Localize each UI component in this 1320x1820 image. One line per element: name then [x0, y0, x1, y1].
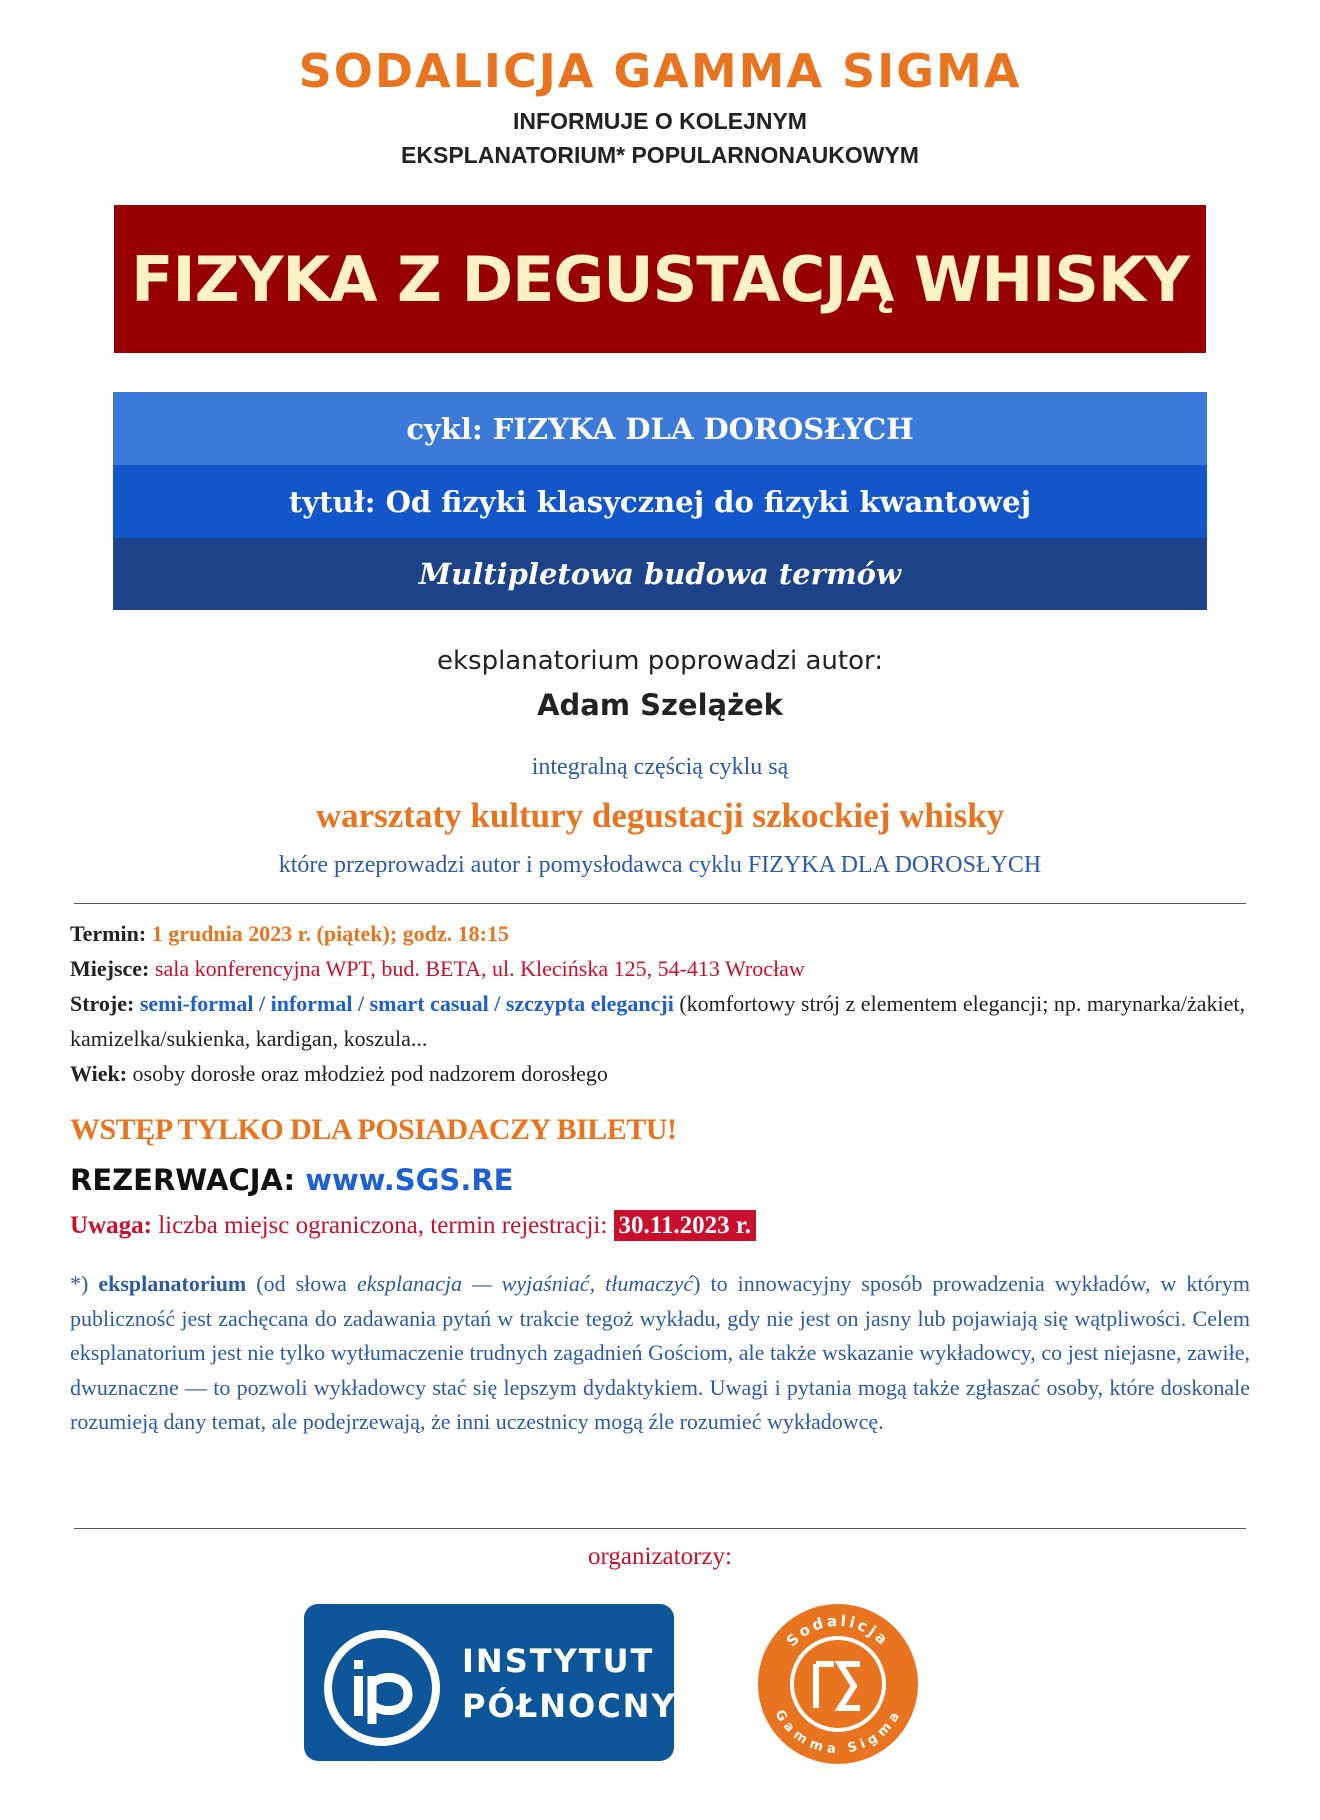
header-subtitle-line1: INFORMUJE O KOLEJNYM [513, 108, 807, 134]
reservation-line [70, 1163, 513, 1197]
age-label: Wiek: [70, 1061, 128, 1086]
date-value: 1 grudnia 2023 r. (piątek); godz. 18:15 [151, 921, 509, 946]
ip-name-line2: PÓŁNOCNY [462, 1687, 677, 1725]
divider-top [74, 903, 1246, 904]
footnote-paren-open: (od słowa [256, 1271, 347, 1296]
registration-deadline: 30.11.2023 r. [614, 1210, 756, 1241]
age-value: osoby dorosłe oraz młodzież pod nadzorem dorosłego [132, 1061, 608, 1086]
date-label: Termin: [70, 921, 147, 946]
lecture-subtitle-band: Multipletowa budowa termów [113, 538, 1207, 610]
warning-label: Uwaga: [70, 1212, 152, 1239]
age-row [70, 1056, 1260, 1091]
dress-row [70, 986, 1260, 1056]
footnote-paren-close: ) [693, 1271, 701, 1296]
reservation-label: REZERWACJA: [70, 1163, 296, 1197]
warning-text: liczba miejsc ograniczona, termin rejestracji: [158, 1212, 608, 1239]
place-label: Miejsce: [70, 956, 150, 981]
date-row [70, 916, 1260, 951]
footnote-marker: *) [70, 1271, 89, 1296]
dress-label: Stroje: [70, 991, 135, 1016]
ip-name-line1: INSTYTUT [462, 1642, 655, 1680]
workshops-intro: integralną częścią cyklu są [531, 754, 789, 780]
footnote [70, 1267, 1250, 1440]
dress-note: (komfortowy strój z elementem elegancji; np. marynarka/żakiet, kamizelka/sukienka, kardigan, koszula... [70, 991, 1246, 1051]
footnote-text: to innowacyjny sposób prowadzenia wykładów, w którym publiczność jest zachęcana do zadawania pytań w trakcie tegoż wykładu, gdy nie jest on jasny lub pojawiają się wątpliwości. Celem eksplanatorium jest nie tylko wytłumaczenie trudnych zagadnień Gościom, ale także wskazanie wykładowcy, co jest niejasne, zawiłe, dwuznaczne — to pozwoli wykładowcy stać się lepszym dydaktykiem. Uwagi i pytania mogą także zgłaszać osoby, które doskonale rozumieją dany temat, ale podejrzewają, że inni uczestnicy mogą źle rozumieć wykładowcę. [70, 1271, 1250, 1434]
ip-circle-icon [324, 1630, 440, 1746]
header-title: SODALICJA GAMMA SIGMA [298, 44, 1022, 98]
footnote-term: eksplanatorium [98, 1271, 247, 1296]
event-title: FIZYKA Z DEGUSTACJĄ WHISKY [131, 242, 1189, 316]
event-title-banner [114, 205, 1206, 353]
entry-notice: WSTĘP TYLKO DLA POSIADACZY BILETU! [70, 1113, 677, 1146]
footnote-word: eksplanacja — wyjaśniać, tłumaczyć [356, 1271, 694, 1296]
instytut-polnocny-logo [304, 1604, 677, 1761]
event-details [70, 916, 1260, 1091]
workshops-note: które przeprowadzi autor i pomysłodawca cyklu FIZYKA DLA DOROSŁYCH [278, 852, 1042, 878]
topic-band: tytuł: Od fizyki klasycznej do fizyki kwantowej [113, 465, 1207, 538]
place-row [70, 951, 1260, 986]
sgs-ring-bottom: Gamma Sigma [771, 1707, 905, 1758]
divider-bottom [74, 1528, 1246, 1529]
sgs-ring-top: Sodalicja [782, 1611, 894, 1651]
place-value: sala konferencyjna WPT, bud. BETA, ul. Klecińska 125, 54-413 Wrocław [154, 956, 805, 981]
sodalicja-gamma-sigma-logo [756, 1602, 920, 1766]
author-intro: eksplanatorium poprowadzi autor: [436, 646, 884, 676]
workshops-title: warsztaty kultury degustacji szkockiej whisky [315, 796, 1005, 835]
organizers-label: organizatorzy: [588, 1543, 732, 1570]
warning-line [70, 1212, 756, 1240]
reservation-link[interactable]: www.SGS.RE [305, 1163, 514, 1197]
author-name: Adam Szelążek [537, 688, 783, 722]
ip-monogram-icon [332, 1638, 432, 1738]
header-subtitle-line2: EKSPLANATORIUM* POPULARNONAUKOWYM [401, 142, 919, 168]
dress-value: semi-formal / informal / smart casual / szczypta elegancji [139, 991, 674, 1016]
cycle-band: cykl: FIZYKA DLA DOROSŁYCH [113, 392, 1207, 465]
